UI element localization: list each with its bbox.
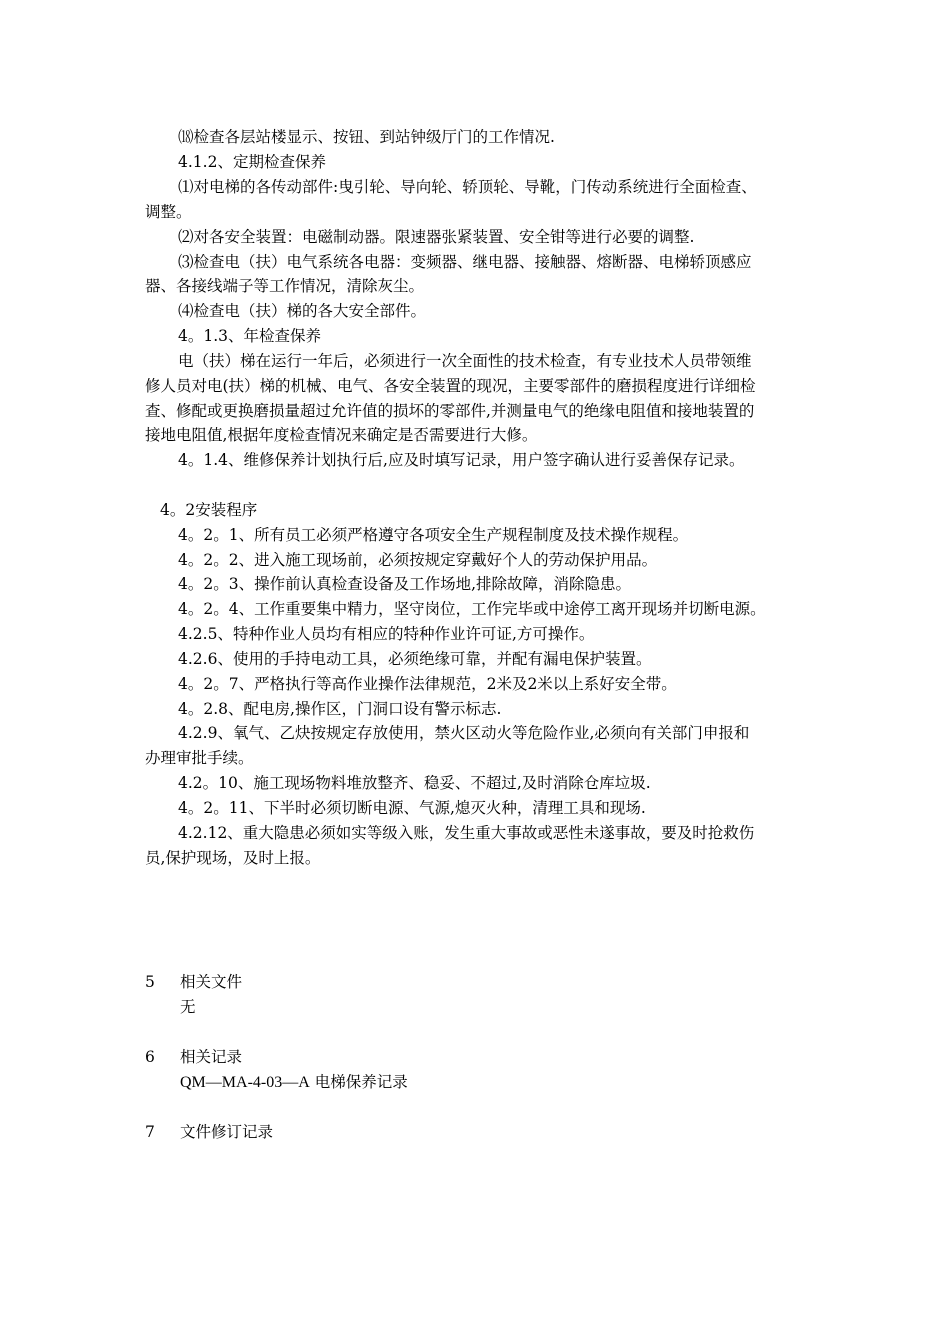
paragraph-5-line-2: 修人员对电(扶）梯的机械、电气、各安全装置的现况，主要零部件的磨损程度进行详细检 (145, 377, 756, 395)
paragraph-3-line-2: 器、各接线端子等工作情况，清除灰尘。 (145, 277, 425, 295)
item-4-2-12-line-1: 4.2.12、重大隐患必须如实等级入账，发生重大事故或恶性未遂事故，要及时抢救伤 (178, 824, 755, 842)
paragraph-4: ⑷检查电（扶）梯的各大安全部件。 (178, 302, 427, 320)
item-4-2-8: 4。2.8、配电房,操作区，门洞口设有警示标志. (178, 700, 502, 718)
heading-4-1-2: 4.1.2、定期检查保养 (178, 153, 326, 171)
item-4-2-5: 4.2.5、特种作业人员均有相应的特种作业许可证,方可操作。 (178, 625, 595, 643)
record-code: QM—MA-4-03—A (180, 1074, 310, 1091)
paragraph-5-line-1: 电（扶）梯在运行一年后，必须进行一次全面性的技术检查，有专业技术人员带领维 (178, 352, 752, 370)
item-4-2-11: 4。2。11、下半时必须切断电源、气源,熄灭火种，清理工具和现场. (178, 799, 646, 817)
section-5-content: 无 (180, 998, 196, 1016)
section-6-number: 6 (145, 1048, 155, 1066)
item-4-2-7: 4。2。7、严格执行等高作业操作法律规范，2米及2米以上系好安全带。 (178, 675, 677, 693)
paragraph-2: ⑵对各安全装置：电磁制动器。限速器张紧装置、安全钳等进行必要的调整. (178, 228, 695, 246)
item-4-2-3: 4。2。3、操作前认真检查设备及工作场地,排除故障，消除隐患。 (178, 575, 632, 593)
paragraph-6: 4。1.4、维修保养计划执行后,应及时填写记录，用户签字确认进行妥善保存记录。 (178, 451, 745, 469)
paragraph-5-line-3: 查、修配或更换磨损量超过允许值的损坏的零部件,并测量电气的绝缘电阻值和接地装置的 (145, 402, 755, 420)
paragraph-5-line-4: 接地电阻值,根据年度检查情况来确定是否需要进行大修。 (145, 426, 538, 444)
item-18: ⒅检查各层站楼显示、按钮、到站钟级厅门的工作情况. (178, 128, 555, 146)
item-4-2-10: 4.2。10、施工现场物料堆放整齐、稳妥、不超过,及时消除仓库垃圾. (178, 774, 651, 792)
paragraph-1-line-2: 调整。 (145, 203, 192, 221)
item-4-2-12-line-2: 员,保护现场，及时上报。 (145, 849, 321, 867)
item-4-2-4: 4。2。4、工作重要集中精力，坚守岗位，工作完毕或中途停工离开现场并切断电源。 (178, 600, 766, 618)
section-5-number: 5 (145, 973, 155, 991)
section-7-number: 7 (145, 1123, 155, 1141)
heading-4-2: 4。2安装程序 (160, 501, 258, 519)
section-6-record (180, 1070, 408, 1095)
item-4-2-9-line-2: 办理审批手续。 (145, 749, 254, 767)
record-name: 电梯保养记录 (314, 1073, 408, 1091)
item-4-2-2: 4。2。2、进入施工现场前，必须按规定穿戴好个人的劳动保护用品。 (178, 551, 658, 569)
item-4-2-9-line-1: 4.2.9、氧气、乙炔按规定存放使用，禁火区动火等危险作业,必须向有关部门申报和 (178, 724, 750, 742)
section-5-title: 相关文件 (180, 973, 243, 991)
paragraph-1-line-1: ⑴对电梯的各传动部件:曳引轮、导向轮、轿顶轮、导靴，门传动系统进行全面检查、 (178, 178, 757, 196)
paragraph-3-line-1: ⑶检查电（扶）电气系统各电器：变频器、继电器、接触器、熔断器、电梯轿顶感应 (178, 253, 752, 271)
section-7-title: 文件修订记录 (180, 1123, 274, 1141)
item-4-2-1: 4。2。1、所有员工必须严格遵守各项安全生产规程制度及技术操作规程。 (178, 526, 689, 544)
heading-4-1-3: 4。1.3、年检查保养 (178, 327, 322, 345)
item-4-2-6: 4.2.6、使用的手持电动工具，必须绝缘可靠，并配有漏电保护装置。 (178, 650, 652, 668)
section-6-title: 相关记录 (180, 1048, 243, 1066)
